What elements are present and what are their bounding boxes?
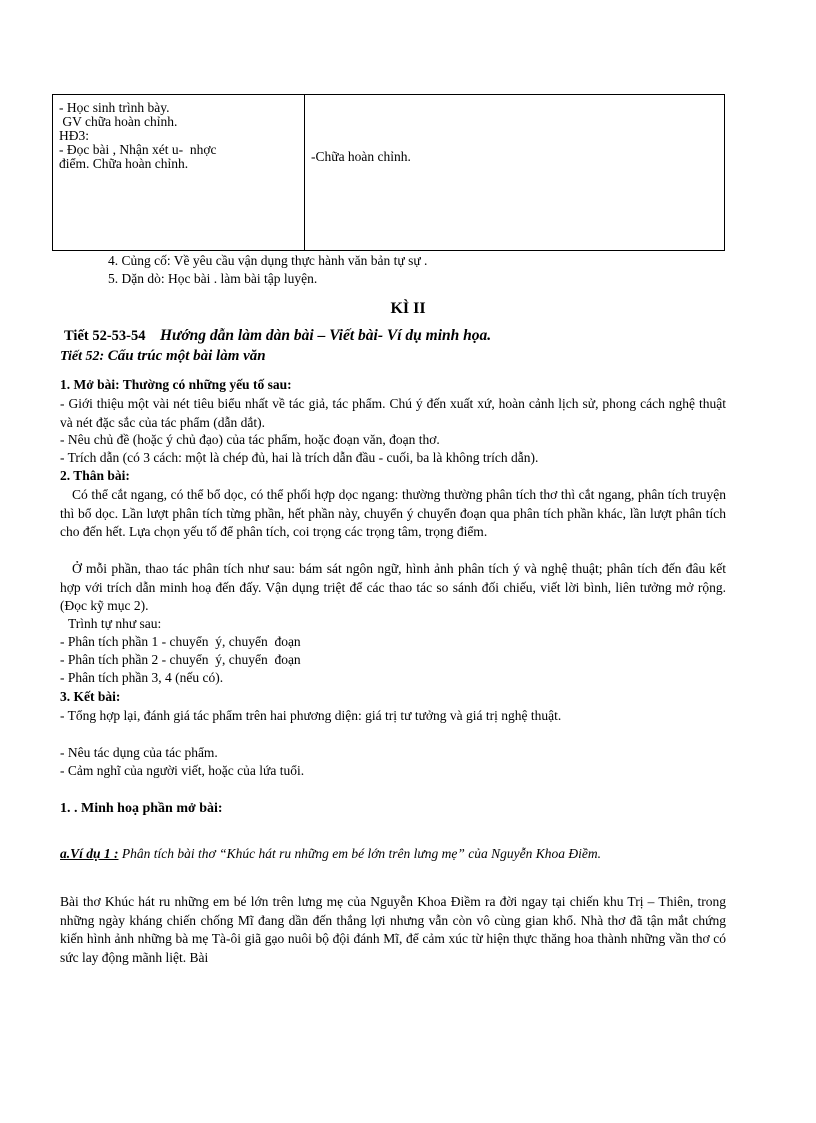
- section3-heading: 3. Kết bài:: [60, 689, 121, 704]
- table-left-line: HĐ3:: [59, 128, 89, 143]
- example-text: Phân tích bài thơ “Khúc hát ru những em bé lớn trên lưng mẹ” của Nguyễn Khoa Điềm.: [121, 846, 601, 861]
- lesson-title: [64, 327, 491, 345]
- illustration-heading: 1. . Minh hoạ phần mở bài:: [60, 801, 223, 816]
- example-title: [60, 846, 601, 862]
- section2-heading: 2. Thân bài:: [60, 468, 130, 483]
- section2-paragraph: Ở mỗi phần, thao tác phân tích như sau: bám sát ngôn ngữ, hình ảnh phân tích ý và nghệ thuật; phân tích đến đâu kết hợp với trích dẫn minh hoạ đến đấy. Vận dụng triệt để các thao tác so sánh đối chiếu, viết lời bình, liên tưởng mở rộng. (Đọc kỹ mục 2).: [60, 561, 726, 613]
- table-left-line: điểm. Chữa hoàn chỉnh.: [59, 156, 189, 171]
- section1-heading: 1. Mở bài: Thường có những yếu tố sau:: [60, 377, 292, 392]
- lesson-numbers: Tiết 52-53-54: [64, 328, 146, 344]
- lesson-title-text: Hướng dẫn làm dàn bài – Viết bài- Ví dụ minh họa.: [160, 327, 492, 344]
- table-left-line: - Học sinh trình bày.: [59, 100, 170, 115]
- example-paragraph: Bài thơ Khúc hát ru những em bé lớn trên lưng mẹ của Nguyễn Khoa Điềm ra đời ngay tại chiến khu Trị – Thiên, trong những ngày kháng chiến chống Mĩ đang dần đến thắng lợi nhưng vẫn còn vô cùng gian khổ. Nhà thơ đã tận mắt chứng kiến hình ảnh những bà mẹ Tà-ôi giã gạo nuôi bộ đội đánh Mĩ, để cảm xúc từ hiện thực thăng hoa thành những vần thơ có sức lay động mãnh liệt. Bài: [60, 894, 726, 965]
- section3-item: - Tổng hợp lại, đánh giá tác phẩm trên hai phương diện: giá trị tư tưởng và giá trị nghệ thuật.: [60, 708, 562, 723]
- table-left-line: - Đọc bài , Nhận xét u- nhợc: [59, 142, 217, 157]
- activity-cell-left: [53, 95, 305, 251]
- section3-item: - Nêu tác dụng của tác phẩm.: [60, 745, 218, 760]
- section3-item: - Cảm nghĩ của người viết, hoặc của lứa tuổi.: [60, 763, 305, 778]
- lesson52-label: Tiết 52:: [60, 349, 105, 364]
- order-item: - Phân tích phần 1 - chuyển ý, chuyển đoạn: [60, 634, 301, 649]
- example-label: a.Ví dụ 1 :: [60, 846, 119, 861]
- table-right-text: -Chữa hoàn chỉnh.: [311, 149, 411, 164]
- section1-item: - Giới thiệu một vài nét tiêu biểu nhất về tác giả, tác phẩm. Chú ý đến xuất xứ, hoàn cảnh lịch sử, phong cách nghệ thuật và nét đặc sắc của tác phẩm (dẫn dắt).: [60, 396, 726, 430]
- lesson52-text: Cấu trúc một bài làm văn: [107, 348, 266, 364]
- section1-item: - Nêu chủ đề (hoặc ý chủ đạo) của tác phẩm, hoặc đoạn văn, đoạn thơ.: [60, 432, 440, 447]
- section1-item: - Trích dẫn (có 3 cách: một là chép đủ, hai là trích dẫn đầu - cuối, ba là không trích dẫn).: [60, 450, 539, 465]
- activity-table: [52, 94, 725, 251]
- consolidation-line: 4. Củng cố: Về yêu cầu vận dụng thực hành văn bản tự sự .: [108, 253, 428, 268]
- order-item: - Phân tích phần 2 - chuyển ý, chuyển đoạn: [60, 652, 301, 667]
- activity-cell-right: [305, 95, 725, 251]
- term-heading: KÌ II: [390, 300, 426, 317]
- order-label: Trình tự như sau:: [68, 616, 162, 631]
- table-left-line: GV chữa hoàn chỉnh.: [59, 114, 178, 129]
- section2-paragraph: Có thể cắt ngang, có thể bổ dọc, có thể phối hợp dọc ngang: thường thường phân tích thơ thì cắt ngang, phân tích truyện thì bổ dọc. Lần lượt phân tích từng phần, hết phần này, chuyển ý chuyển đoạn qua phân tích phần khác, lần lượt phân tích cho đến hết. Lựa chọn yếu tố để phân tích, coi trọng các trọng tâm, trọng điểm.: [60, 487, 726, 539]
- homework-line: 5. Dặn dò: Học bài . làm bài tập luyện.: [108, 271, 318, 286]
- order-item: - Phân tích phần 3, 4 (nếu có).: [60, 670, 224, 685]
- lesson52-title: [60, 348, 266, 365]
